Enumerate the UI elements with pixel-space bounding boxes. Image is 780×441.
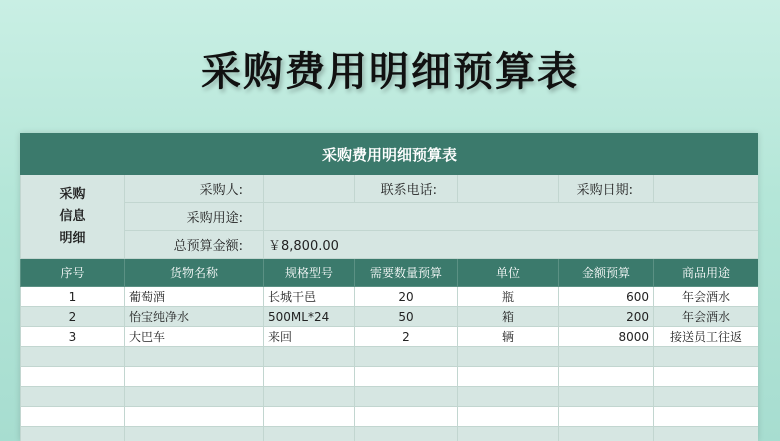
- empty-cell[interactable]: [458, 407, 559, 427]
- col-header-amount: 金额预算: [559, 259, 654, 287]
- cell-spec[interactable]: 来回: [264, 327, 355, 347]
- cell-no[interactable]: 2: [21, 307, 125, 327]
- purpose-value-cell[interactable]: [264, 203, 759, 231]
- empty-cell[interactable]: [458, 347, 559, 367]
- empty-cell[interactable]: [654, 427, 759, 441]
- cell-usage[interactable]: 年会酒水: [654, 287, 759, 307]
- section-label: [21, 175, 125, 259]
- cell-amount[interactable]: 8000: [559, 327, 654, 347]
- table-row: [21, 327, 759, 347]
- col-header-no: 序号: [21, 259, 125, 287]
- table-row: [21, 287, 759, 307]
- empty-row: [21, 407, 759, 427]
- buyer-label: 采购人:: [125, 175, 264, 203]
- col-header-name: 货物名称: [125, 259, 264, 287]
- cell-name[interactable]: 怡宝纯净水: [125, 307, 264, 327]
- cell-qty[interactable]: 20: [355, 287, 458, 307]
- empty-cell[interactable]: [264, 427, 355, 441]
- cell-unit[interactable]: 辆: [458, 327, 559, 347]
- empty-cell[interactable]: [559, 407, 654, 427]
- sheet-title: 采购费用明细预算表: [21, 134, 759, 175]
- empty-cell[interactable]: [654, 387, 759, 407]
- date-value-cell[interactable]: [654, 175, 759, 203]
- date-label: 采购日期:: [559, 175, 654, 203]
- budget-label: 总预算金额:: [125, 231, 264, 259]
- empty-row: [21, 367, 759, 387]
- col-header-usage: 商品用途: [654, 259, 759, 287]
- empty-cell[interactable]: [264, 367, 355, 387]
- cell-amount[interactable]: 600: [559, 287, 654, 307]
- cell-no[interactable]: 3: [21, 327, 125, 347]
- empty-row: [21, 347, 759, 367]
- budget-value-cell[interactable]: ￥8,800.00: [264, 231, 759, 259]
- empty-cell[interactable]: [21, 347, 125, 367]
- empty-cell[interactable]: [355, 407, 458, 427]
- empty-cell[interactable]: [355, 367, 458, 387]
- purpose-label: 采购用途:: [125, 203, 264, 231]
- cell-amount[interactable]: 200: [559, 307, 654, 327]
- empty-cell[interactable]: [125, 347, 264, 367]
- empty-row: [21, 427, 759, 441]
- cell-name[interactable]: 大巴车: [125, 327, 264, 347]
- table-row: [21, 307, 759, 327]
- empty-cell[interactable]: [125, 367, 264, 387]
- cell-spec[interactable]: 长城干邑: [264, 287, 355, 307]
- empty-cell[interactable]: [125, 387, 264, 407]
- empty-cell[interactable]: [21, 427, 125, 441]
- empty-cell[interactable]: [458, 367, 559, 387]
- cell-unit[interactable]: 箱: [458, 307, 559, 327]
- cell-no[interactable]: 1: [21, 287, 125, 307]
- section-line-2: 信息: [59, 208, 86, 224]
- empty-cell[interactable]: [355, 427, 458, 441]
- section-line-1: 采购: [59, 186, 86, 202]
- empty-cell[interactable]: [458, 427, 559, 441]
- empty-cell[interactable]: [559, 387, 654, 407]
- empty-cell[interactable]: [559, 427, 654, 441]
- empty-cell[interactable]: [654, 347, 759, 367]
- budget-sheet: [20, 133, 758, 441]
- empty-cell[interactable]: [264, 347, 355, 367]
- cell-usage[interactable]: 年会酒水: [654, 307, 759, 327]
- empty-cell[interactable]: [264, 407, 355, 427]
- empty-cell[interactable]: [458, 387, 559, 407]
- phone-label: 联系电话:: [355, 175, 458, 203]
- cell-spec[interactable]: 500ML*24: [264, 307, 355, 327]
- col-header-unit: 单位: [458, 259, 559, 287]
- empty-cell[interactable]: [559, 367, 654, 387]
- empty-row: [21, 387, 759, 407]
- section-line-3: 明细: [59, 230, 86, 246]
- page-title: 采购费用明细预算表: [201, 49, 579, 95]
- empty-cell[interactable]: [654, 407, 759, 427]
- col-header-qty: 需要数量预算: [355, 259, 458, 287]
- cell-name[interactable]: 葡萄酒: [125, 287, 264, 307]
- cell-qty[interactable]: 50: [355, 307, 458, 327]
- empty-cell[interactable]: [21, 367, 125, 387]
- budget-table: [20, 133, 758, 441]
- empty-cell[interactable]: [125, 407, 264, 427]
- cell-qty[interactable]: 2: [355, 327, 458, 347]
- empty-cell[interactable]: [355, 347, 458, 367]
- col-header-spec: 规格型号: [264, 259, 355, 287]
- cell-unit[interactable]: 瓶: [458, 287, 559, 307]
- empty-cell[interactable]: [654, 367, 759, 387]
- empty-cell[interactable]: [559, 347, 654, 367]
- empty-cell[interactable]: [21, 387, 125, 407]
- empty-cell[interactable]: [264, 387, 355, 407]
- empty-cell[interactable]: [355, 387, 458, 407]
- cell-usage[interactable]: 接送员工往返: [654, 327, 759, 347]
- buyer-value-cell[interactable]: [264, 175, 355, 203]
- empty-cell[interactable]: [21, 407, 125, 427]
- empty-cell[interactable]: [125, 427, 264, 441]
- phone-value-cell[interactable]: [458, 175, 559, 203]
